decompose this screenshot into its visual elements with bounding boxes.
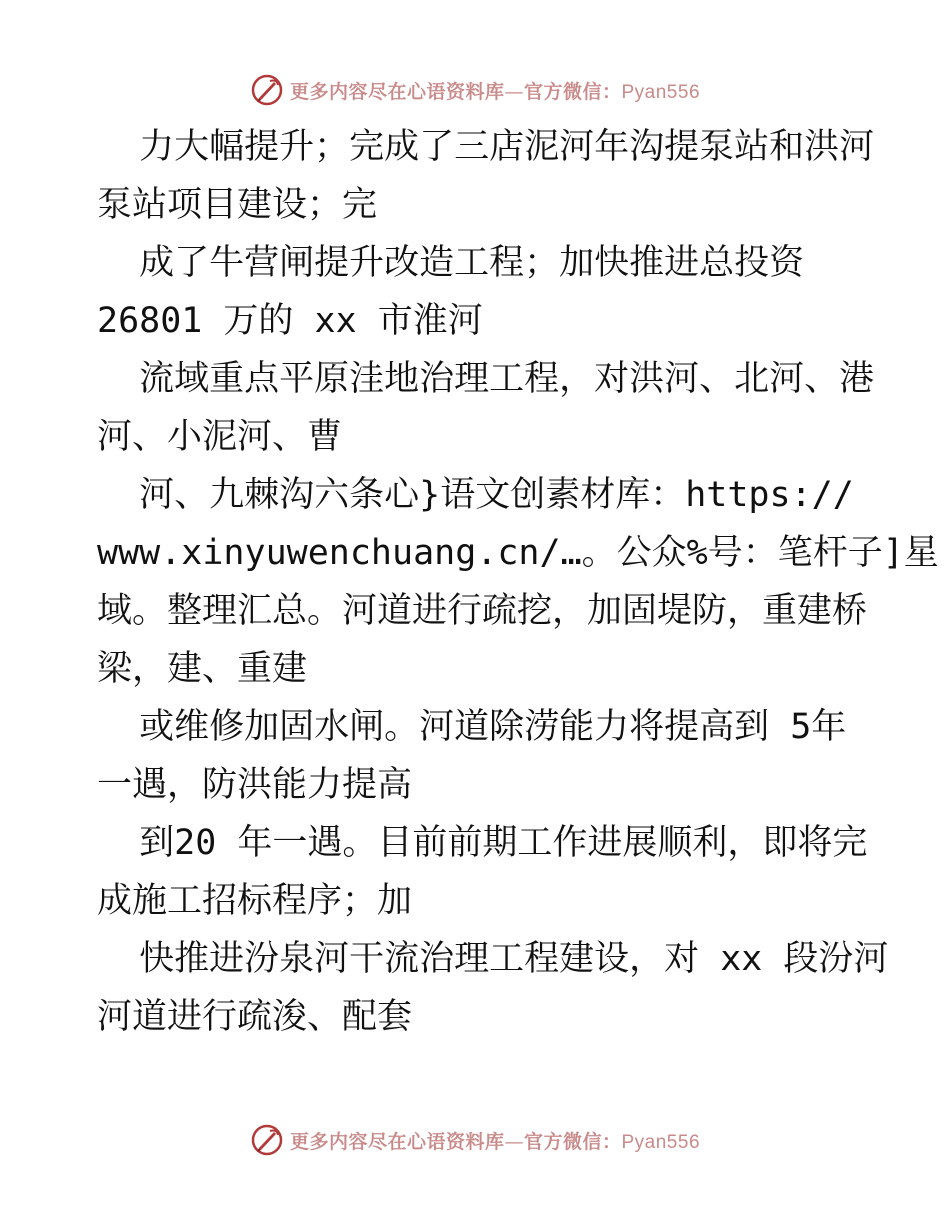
banner-slogan: 更多内容尽在心语资料库: [289, 80, 505, 103]
text-line: 成了牛营闸提升改造工程；加快推进总投资: [97, 243, 805, 283]
text-line: 成施工招标程序；加: [97, 881, 413, 921]
text-line: 梁，建、重建: [97, 649, 308, 689]
banner-wechat-label: 官方微信：: [523, 80, 622, 103]
banner-dash: —: [504, 1130, 524, 1153]
document-body: [97, 118, 939, 1046]
text-line: 快推进汾泉河干流治理工程建设，对 xx 段汾河: [97, 939, 889, 979]
banner-inner: [250, 1123, 700, 1157]
quill-pen-logo-icon: [250, 73, 284, 107]
header-banner: [0, 70, 950, 110]
banner-wechat-id: Pyan556: [621, 81, 701, 103]
banner-wechat-id: Pyan556: [621, 1131, 701, 1153]
banner-wechat-label: 官方微信：: [523, 1130, 622, 1153]
text-line: 到20 年一遇。目前前期工作进展顺利，即将完: [97, 823, 868, 863]
banner-text: [290, 77, 700, 104]
quill-pen-logo-icon: [250, 1123, 284, 1157]
banner-text: [290, 1127, 700, 1154]
banner-slogan: 更多内容尽在心语资料库: [289, 1130, 505, 1153]
footer-banner: [0, 1120, 950, 1160]
text-line: 域。整理汇总。河道进行疏挖，加固堤防，重建桥: [97, 591, 868, 631]
text-line: 26801 万的 xx 市淮河: [97, 301, 483, 341]
text-line: 泵站项目建设；完: [97, 185, 378, 225]
text-line: 河、小泥河、曹: [97, 417, 343, 457]
banner-inner: [250, 73, 700, 107]
banner-dash: —: [504, 80, 524, 103]
text-line: 一遇，防洪能力提高: [97, 765, 413, 805]
text-line: 河道进行疏浚、配套: [97, 997, 413, 1037]
text-line: www.xinyuwenchuang.cn/…。公众%号：笔杆子]星: [97, 533, 939, 573]
text-line: 流域重点平原洼地治理工程，对洪河、北河、港: [97, 359, 875, 399]
text-line: 河、九棘沟六条心}语文创素材库：https://: [97, 475, 854, 515]
text-line: 力大幅提升；完成了三店泥河年沟提泵站和洪河: [97, 127, 875, 167]
text-line: 或维修加固水闸。河道除涝能力将提高到 5年: [97, 707, 847, 747]
